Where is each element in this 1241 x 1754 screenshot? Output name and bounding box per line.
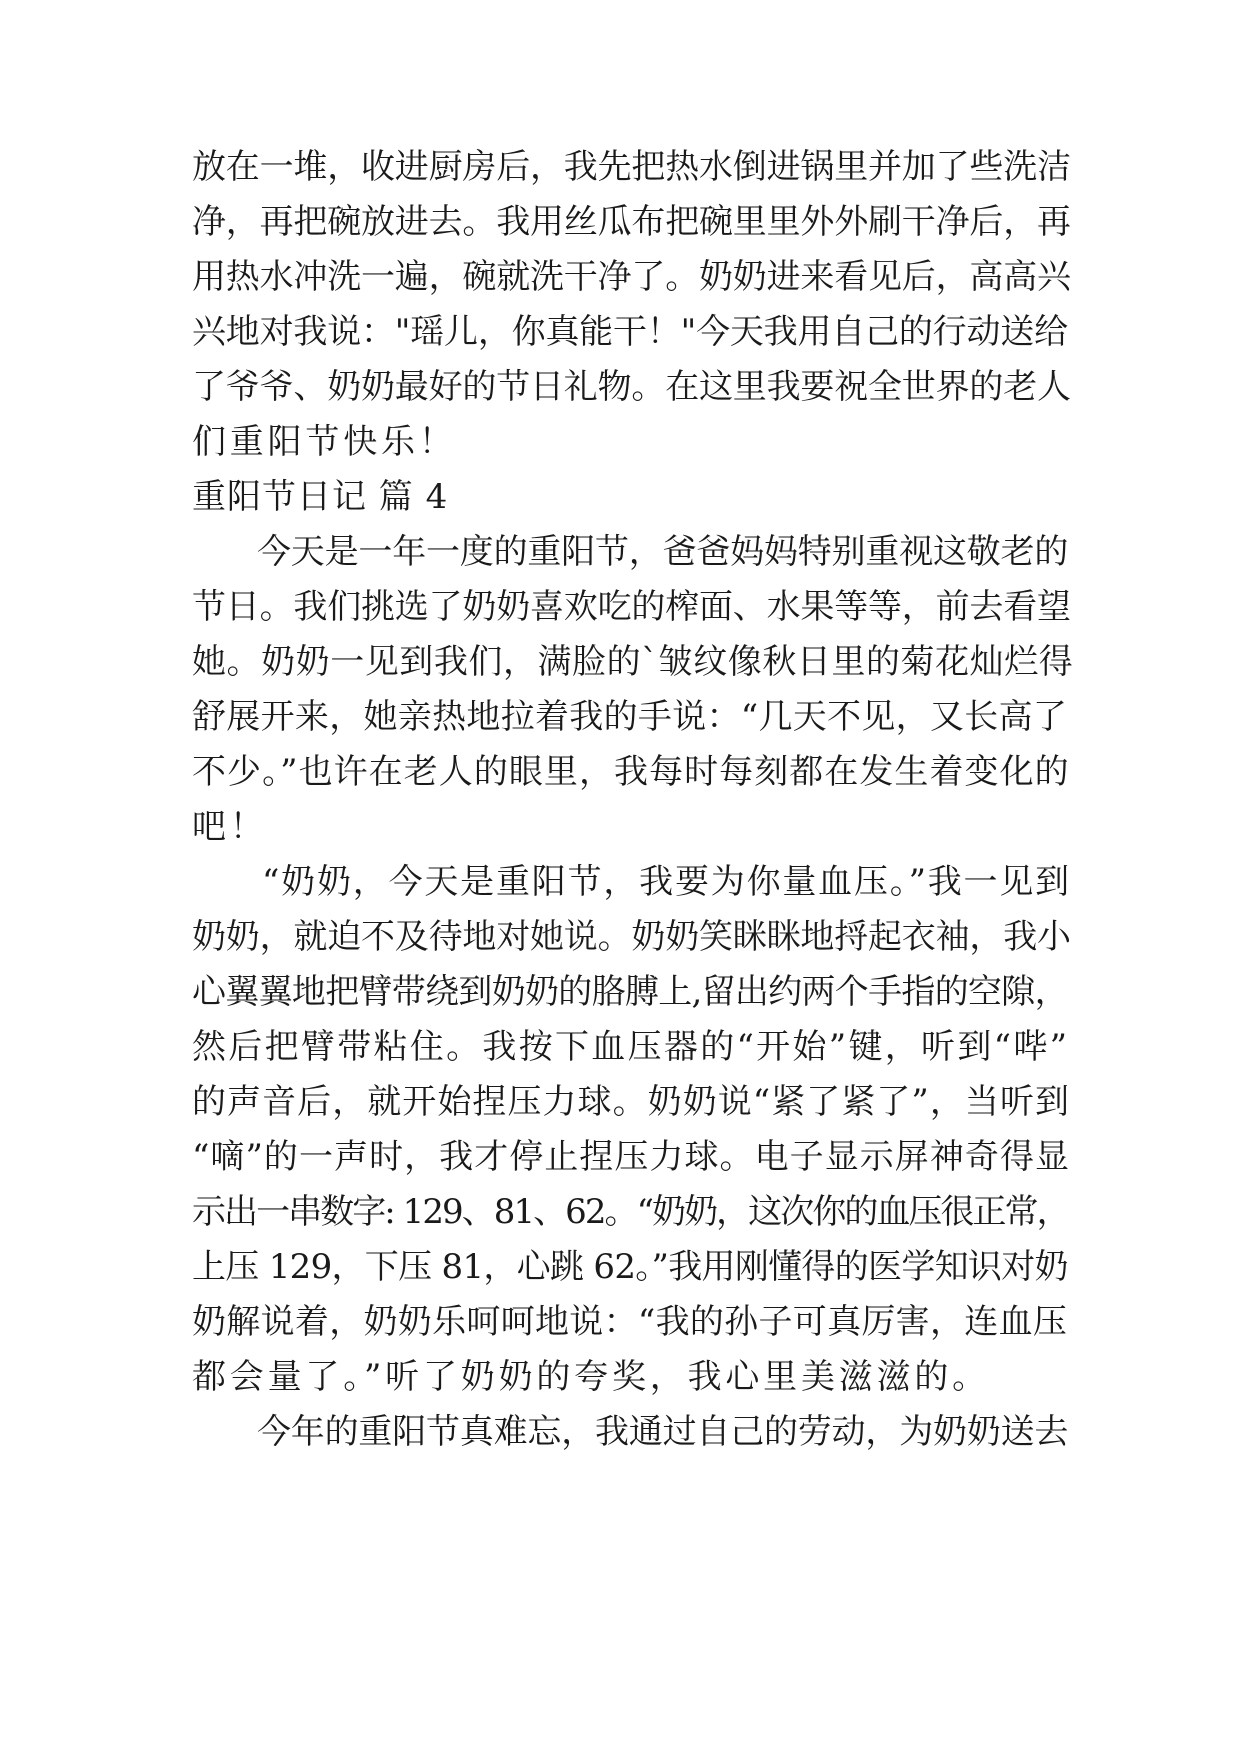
text-line: 心翼翼地把臂带绕到奶奶的胳膊上,留出约两个手指的空隙， xyxy=(192,972,1068,1012)
text-line: 节日。我们挑选了奶奶喜欢吃的榨面、水果等等，前去看望 xyxy=(192,587,1071,627)
text-line: 然后把臂带粘住。我按下血压器的“开始”键，听到“哔” xyxy=(192,1027,1070,1067)
text-line: 今年的重阳节真难忘，我通过自己的劳动，为奶奶送去 xyxy=(257,1412,1069,1452)
text-line: 吧！ xyxy=(192,807,268,847)
text-line: 净，再把碗放进去。我用丝瓜布把碗里里外外刷干净后，再 xyxy=(192,202,1071,242)
text-line: “嘀”的一声时，我才停止捏压力球。电子显示屏神奇得显 xyxy=(192,1137,1071,1177)
text-line: 兴地对我说："瑶儿，你真能干！"今天我用自己的行动送给 xyxy=(192,312,1068,352)
text-line: 奶奶，就迫不及待地对她说。奶奶笑眯眯地捋起衣袖，我小 xyxy=(192,917,1071,957)
text-line: 用热水冲洗一遍，碗就洗干净了。奶奶进来看见后，高高兴 xyxy=(192,257,1071,297)
text-line: 放在一堆，收进厨房后，我先把热水倒进锅里并加了些洗洁 xyxy=(192,147,1071,187)
text-line: 示出一串数字: 129、81、62。“奶奶，这次你的血压很正常， xyxy=(192,1192,1069,1232)
text-line: 她。奶奶一见到我们，满脸的`皱纹像秋日里的菊花灿烂得 xyxy=(192,642,1074,682)
text-line: 奶解说着，奶奶乐呵呵地说：“我的孙子可真厉害，连血压 xyxy=(192,1302,1068,1342)
text-line: 不少。”也许在老人的眼里，我每时每刻都在发生着变化的 xyxy=(192,752,1070,792)
text-line: 都会量了。”听了奶奶的夸奖，我心里美滋滋的。 xyxy=(192,1357,990,1397)
text-line: 今天是一年一度的重阳节，爸爸妈妈特别重视这敬老的 xyxy=(257,532,1069,572)
text-line: 上压 129，下压 81，心跳 62。”我用刚懂得的医学知识对奶 xyxy=(192,1247,1068,1287)
text-line: “奶奶，今天是重阳节，我要为你量血压。”我一见到 xyxy=(262,862,1071,902)
section-heading: 重阳节日记 篇 4 xyxy=(192,477,449,517)
text-line: 舒展开来，她亲热地拉着我的手说：“几天不见，又长高了 xyxy=(192,697,1068,737)
text-line: 们重阳节快乐！ xyxy=(192,422,457,462)
text-line: 的声音后，就开始捏压力球。奶奶说“紧了紧了”，当听到 xyxy=(192,1082,1071,1122)
text-line: 了爷爷、奶奶最好的节日礼物。在这里我要祝全世界的老人 xyxy=(192,367,1071,407)
